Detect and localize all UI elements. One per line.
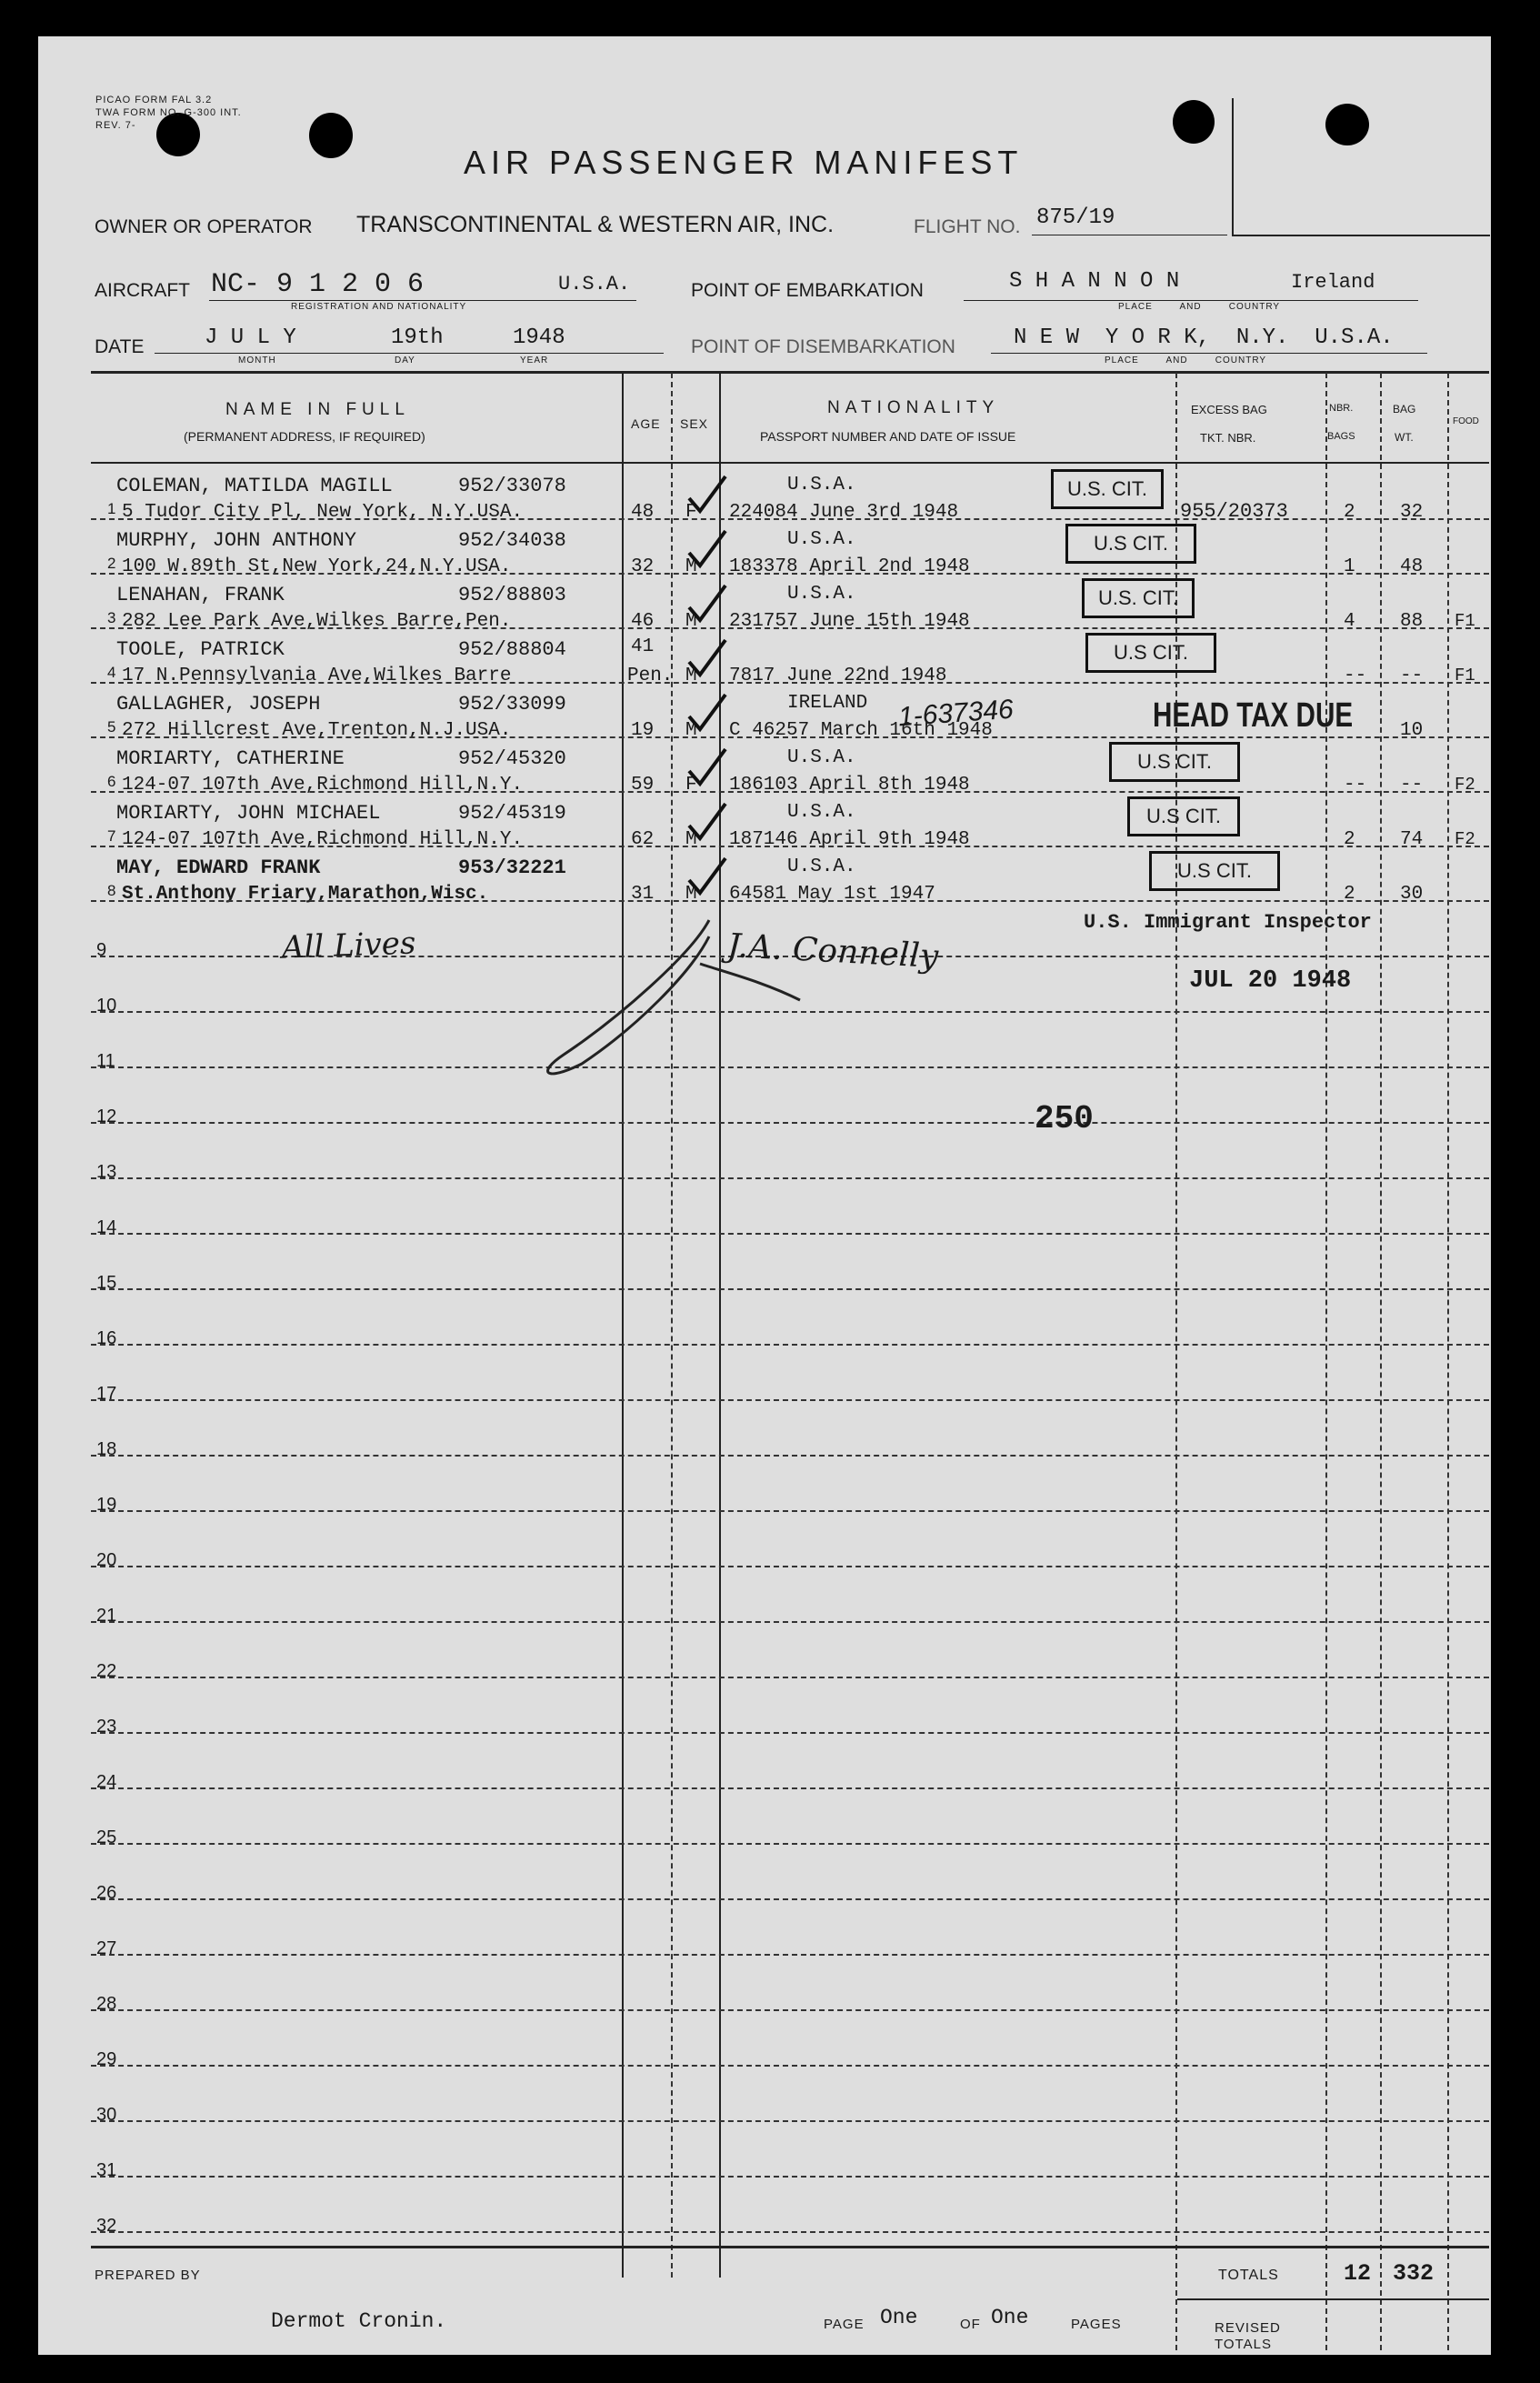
passenger-address: 100 W.89th St,New York,24,N.Y.USA. xyxy=(122,556,512,577)
passenger-passport: 64581 May 1st 1947 xyxy=(729,884,935,905)
passenger-nationality: U.S.A. xyxy=(787,529,856,550)
passenger-name: LENAHAN, FRANK xyxy=(116,584,285,606)
form-number-2: TWA FORM NO. G-300 INT. xyxy=(95,107,242,118)
passenger-bag-weight: -- xyxy=(1400,775,1424,796)
passenger-bags: 2 xyxy=(1344,502,1355,523)
passenger-age: 62 xyxy=(631,829,655,850)
embark-country: Ireland xyxy=(1291,271,1375,294)
prepared-by: Dermot Cronin. xyxy=(271,2309,447,2333)
page-label: PAGE xyxy=(824,2317,865,2332)
year-sublabel: YEAR xyxy=(520,355,549,365)
passenger-sex: M xyxy=(685,666,697,686)
passenger-code: 952/33078 xyxy=(458,475,566,497)
passenger-address: 5 Tudor City Pl, New York, N.Y.USA. xyxy=(122,502,524,523)
passenger-address: 282 Lee Park Ave,Wilkes Barre,Pen. xyxy=(122,611,512,632)
of-value: One xyxy=(991,2306,1029,2329)
us-citizen-stamp: U.S CIT. xyxy=(1149,851,1280,891)
page-value: One xyxy=(880,2306,918,2329)
page-title: AIR PASSENGER MANIFEST xyxy=(464,144,1024,181)
header-excess-bag: EXCESS BAG xyxy=(1191,403,1267,416)
passenger-sex: M xyxy=(685,720,697,741)
passenger-code: 952/88803 xyxy=(458,584,566,606)
passenger-age: 32 xyxy=(631,556,655,577)
passenger-food: F2 xyxy=(1455,829,1475,849)
date-day: 19th xyxy=(391,325,444,350)
row-number: 13 xyxy=(96,1162,117,1182)
row-number: 20 xyxy=(96,1550,117,1570)
totals-rule xyxy=(1177,2298,1489,2300)
passenger-code: 952/88804 xyxy=(458,638,566,661)
passenger-nationality: U.S.A. xyxy=(787,584,856,605)
passenger-sex: M xyxy=(685,611,697,632)
passenger-bags: 4 xyxy=(1344,611,1355,632)
disembark-label: POINT OF DISEMBARKATION xyxy=(691,336,955,357)
revised-totals-label: TOTALS xyxy=(1215,2337,1272,2352)
row-number: 5 xyxy=(107,718,116,736)
row-number: 26 xyxy=(96,1883,117,1903)
passenger-food: F1 xyxy=(1455,611,1475,631)
header-nationality: NATIONALITY xyxy=(827,398,1000,417)
flight-label: FLIGHT NO. xyxy=(914,216,1021,237)
passenger-passport: 187146 April 9th 1948 xyxy=(729,829,970,850)
header-tkt-nbr: TKT. NBR. xyxy=(1200,431,1256,445)
row-number: 15 xyxy=(96,1273,117,1293)
inspector-date: JUL 20 1948 xyxy=(1189,967,1352,995)
owner-label: OWNER OR OPERATOR xyxy=(95,216,313,237)
row-number: 7 xyxy=(107,827,116,845)
passenger-name: MURPHY, JOHN ANTHONY xyxy=(116,529,357,552)
passenger-bag-weight: 74 xyxy=(1400,829,1424,850)
passenger-age: 46 xyxy=(631,611,655,632)
passenger-name: MORIARTY, JOHN MICHAEL xyxy=(116,802,381,825)
passenger-passport: 186103 April 8th 1948 xyxy=(729,775,970,796)
passenger-bag-weight: 10 xyxy=(1400,720,1424,741)
passenger-name: TOOLE, PATRICK xyxy=(116,638,285,661)
passenger-sex: F xyxy=(685,502,697,523)
inspector-stamp: U.S. Immigrant Inspector xyxy=(1084,911,1372,934)
row-number: 32 xyxy=(96,2216,117,2236)
passenger-name: GALLAGHER, JOSEPH xyxy=(116,693,321,716)
row-number: 21 xyxy=(96,1606,117,1626)
passenger-bags: -- xyxy=(1344,666,1367,686)
passenger-code: 953/32221 xyxy=(458,856,566,879)
passenger-address-2: Pen. xyxy=(627,666,674,686)
passenger-address: 272 Hillcrest Ave,Trenton,N.J.USA. xyxy=(122,720,512,741)
aircraft-sublabel: REGISTRATION AND NATIONALITY xyxy=(291,302,467,312)
passenger-bag-weight: 48 xyxy=(1400,556,1424,577)
pages-label: PAGES xyxy=(1071,2317,1122,2332)
header-sex: SEX xyxy=(680,416,709,431)
passenger-passport: 231757 June 15th 1948 xyxy=(729,611,970,632)
row-number: 29 xyxy=(96,2049,117,2069)
passenger-code: 952/45320 xyxy=(458,747,566,770)
passenger-nationality: U.S.A. xyxy=(787,475,856,496)
row-number: 9 xyxy=(96,940,107,960)
us-citizen-stamp: U.S CIT. xyxy=(1085,633,1216,673)
form-revision: REV. 7- xyxy=(95,120,136,131)
us-citizen-stamp: U.S CIT. xyxy=(1065,524,1196,564)
disembark-value: N E W Y O R K, N.Y. U.S.A. xyxy=(1014,325,1394,350)
row-number: 31 xyxy=(96,2160,117,2180)
disembark-sublabel: PLACE AND COUNTRY xyxy=(1105,355,1267,365)
row-number: 6 xyxy=(107,773,116,790)
embark-label: POINT OF EMBARKATION xyxy=(691,280,924,301)
embark-value: S H A N N O N xyxy=(1009,269,1180,294)
passenger-address: 17 N.Pennsylvania Ave,Wilkes Barre xyxy=(122,666,512,686)
prepared-by-label: PREPARED BY xyxy=(95,2268,201,2283)
passenger-address: 124-07 107th Ave,Richmond Hill,N.Y. xyxy=(122,829,524,850)
passenger-bag-weight: -- xyxy=(1400,666,1424,686)
day-sublabel: DAY xyxy=(395,355,415,365)
passenger-nationality: U.S.A. xyxy=(787,802,856,823)
passenger-nationality: U.S.A. xyxy=(787,856,856,877)
passenger-address: 124-07 107th Ave,Richmond Hill,N.Y. xyxy=(122,775,524,796)
header-bag-wt-2: WT. xyxy=(1395,431,1414,444)
signature-text-1: All Lives xyxy=(281,925,416,966)
row-number: 8 xyxy=(107,882,116,899)
passenger-age: 48 xyxy=(631,502,655,523)
passenger-sex: F xyxy=(685,775,697,796)
passenger-age: 59 xyxy=(631,775,655,796)
row-number: 10 xyxy=(96,996,117,1016)
header-name: NAME IN FULL xyxy=(225,400,410,419)
passenger-name: MORIARTY, CATHERINE xyxy=(116,747,345,770)
passenger-passport: 183378 April 2nd 1948 xyxy=(729,556,970,577)
date-label: DATE xyxy=(95,336,145,357)
passenger-sex: M xyxy=(685,829,697,850)
aircraft-label: AIRCRAFT xyxy=(95,280,190,301)
row-number: 28 xyxy=(96,1994,117,2014)
header-age: AGE xyxy=(631,416,661,431)
row-number: 14 xyxy=(96,1217,117,1237)
passenger-sex: M xyxy=(685,556,697,577)
passenger-age: 31 xyxy=(631,884,655,905)
passenger-code: 952/33099 xyxy=(458,693,566,716)
passenger-age: 41 xyxy=(631,636,655,657)
aircraft-country: U.S.A. xyxy=(558,273,631,295)
row-number: 24 xyxy=(96,1772,117,1792)
passenger-ticket: 955/20373 xyxy=(1180,500,1288,523)
row-number: 11 xyxy=(96,1051,115,1071)
header-nbr-bags: NBR. xyxy=(1329,403,1354,414)
passenger-code: 952/45319 xyxy=(458,802,566,825)
passenger-bags: 2 xyxy=(1344,884,1355,905)
row-number: 27 xyxy=(96,1938,117,1958)
us-citizen-stamp: U.S. CIT. xyxy=(1051,469,1164,509)
passenger-bag-weight: 88 xyxy=(1400,611,1424,632)
flight-value: 875/19 xyxy=(1036,205,1115,230)
row-number: 16 xyxy=(96,1328,117,1348)
total-bags: 12 xyxy=(1344,2260,1372,2287)
row-number: 22 xyxy=(96,1661,117,1681)
alien-number: 1-637346 xyxy=(896,694,1015,733)
form-number: PICAO FORM FAL 3.2 xyxy=(95,95,213,105)
header-nationality-sub: PASSPORT NUMBER AND DATE OF ISSUE xyxy=(760,429,1016,444)
owner-value: TRANSCONTINENTAL & WESTERN AIR, INC. xyxy=(356,212,835,237)
revised-label: REVISED xyxy=(1215,2320,1281,2336)
us-citizen-stamp: U.S CIT. xyxy=(1127,796,1240,836)
of-label: OF xyxy=(960,2317,981,2332)
passenger-passport: C 46257 March 16th 1948 xyxy=(729,720,993,741)
footer-top-rule xyxy=(91,2246,1489,2248)
row-number: 3 xyxy=(107,609,116,626)
center-number: 250 xyxy=(1035,1100,1094,1137)
passenger-food: F1 xyxy=(1455,666,1475,686)
passenger-age: 19 xyxy=(631,720,655,741)
aircraft-value: NC- 9 1 2 0 6 xyxy=(211,269,425,300)
header-nbr-bags-2: BAGS xyxy=(1327,431,1355,442)
row-number: 18 xyxy=(96,1439,117,1459)
passenger-passport: 224084 June 3rd 1948 xyxy=(729,502,959,523)
embark-sublabel: PLACE AND COUNTRY xyxy=(1118,302,1281,312)
header-name-sub: (PERMANENT ADDRESS, IF REQUIRED) xyxy=(184,429,425,444)
passenger-name: MAY, EDWARD FRANK xyxy=(116,856,321,879)
passenger-code: 952/34038 xyxy=(458,529,566,552)
passenger-bag-weight: 30 xyxy=(1400,884,1424,905)
passenger-food: F2 xyxy=(1455,775,1475,795)
row-number: 12 xyxy=(96,1106,117,1126)
passenger-bags: 2 xyxy=(1344,829,1355,850)
row-number: 4 xyxy=(107,664,116,681)
row-number: 25 xyxy=(96,1827,117,1847)
header-bag-wt: BAG xyxy=(1393,403,1416,416)
date-year: 1948 xyxy=(513,325,565,350)
passenger-name: COLEMAN, MATILDA MAGILL xyxy=(116,475,393,497)
passenger-nationality: U.S.A. xyxy=(787,747,856,768)
row-number: 30 xyxy=(96,2105,117,2125)
row-number: 17 xyxy=(96,1384,117,1404)
us-citizen-stamp: U.S CIT. xyxy=(1109,742,1240,782)
month-sublabel: MONTH xyxy=(238,355,276,365)
passenger-bags: -- xyxy=(1344,775,1367,796)
row-number: 1 xyxy=(107,500,116,517)
passenger-nationality: IRELAND xyxy=(787,693,868,714)
passenger-sex: M xyxy=(685,884,697,905)
totals-label: TOTALS xyxy=(1218,2268,1279,2283)
head-tax-stamp: HEAD TAX DUE xyxy=(1153,696,1354,735)
passenger-bags: 1 xyxy=(1344,556,1355,577)
header-food: FOOD xyxy=(1453,416,1479,426)
total-weight: 332 xyxy=(1393,2260,1435,2287)
row-number: 19 xyxy=(96,1495,117,1515)
row-number: 2 xyxy=(107,555,116,572)
us-citizen-stamp: U.S. CIT. xyxy=(1082,578,1195,618)
passenger-bag-weight: 32 xyxy=(1400,502,1424,523)
date-month: J U L Y xyxy=(205,325,296,350)
passenger-address: St.Anthony Friary,Marathon,Wisc. xyxy=(122,884,489,905)
passenger-passport: 7817 June 22nd 1948 xyxy=(729,666,947,686)
row-number: 23 xyxy=(96,1717,117,1737)
signature-text-2: J.A. Connelly xyxy=(726,926,940,976)
